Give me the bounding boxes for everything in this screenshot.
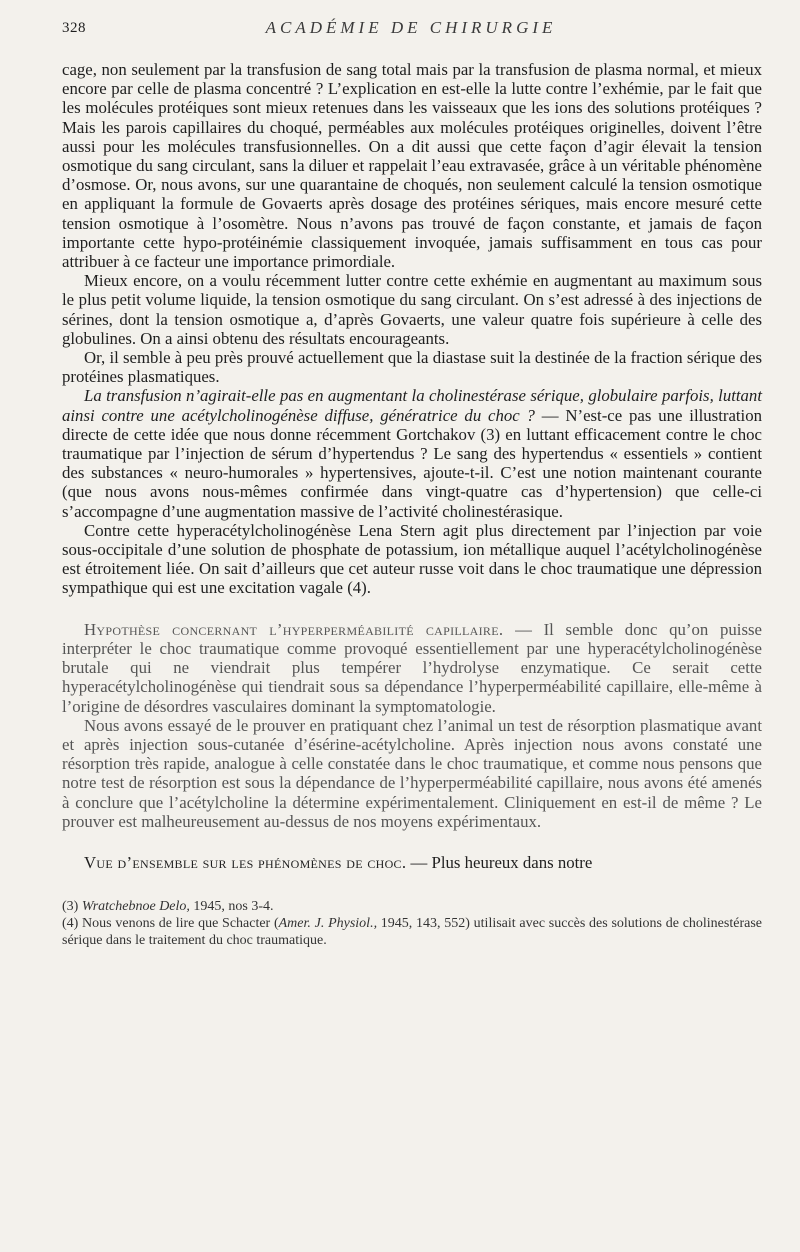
paragraph-text: — N’est-ce pas une illustration directe de cette idée que nous donne récemment Gortchakov (3) en luttant efficacement contre le choc traumatique par l’injection de sérum d’hypertendus ? Le sang des hypertendus « essentiels » contient des substances « neuro-humorales » hypertensives, ajoute-t-il. C’est une notion maintenant courante (que nous avons nous-mêmes confirmée dans vingt-quatre cas d’hypertension) que celle-ci s’accompagne d’une augmentation massive de l’activité cholinestérasique.	[62, 405, 763, 521]
page-number: 328	[62, 20, 86, 36]
paragraph: cage, non seulement par la transfusion de sang total mais par la transfusion de plasma normal, et mieux encore par celle de plasma concentré ? L’explication en est-elle la lutte contre l’exhémie, par le fait que les molécules protéiques sont mieux retenues dans les vaisseaux que les ions des solutions protéiques ? Mais les parois capillaires du choqué, perméables aux molécules protéiques originelles, doivent l’être aussi pour les molécules transfusionnelles. On a dit aussi que cette façon d’agir élevait la tension osmotique du sang circulant, sans la diluer et rappelait l’eau extravasée, grâce à un véritable phénomène d’osmose. Or, nous avons, sur une quarantaine de choqués, non seulement calculé la tension osmotique en appliquant la formule de Govaerts après dosage des protéines sériques, mais encore mesuré cette tension osmotique à l’osomètre. Nous n’avons pas trouvé de façon constante, et jamais de façon importante cette hypo-protéinémie classiquement invoquée, jamais suffisamment en tous cas pour attribuer à ce facteur une importance primordiale.	[62, 60, 762, 272]
footnote-text: 1945, 143, 552) utilisait avec succès des solutions de cholinestérase sérique dans le traitement du choc traumatique.	[62, 916, 762, 949]
footnote-text: 1945, nos 3-4.	[189, 899, 274, 915]
paragraph: Or, il semble à peu près prouvé actuellement que la diastase suit la destinée de la fraction sérique des protéines plasmatiques.	[62, 348, 762, 387]
footnote-3	[62, 898, 762, 915]
running-title: ACADÉMIE DE CHIRURGIE	[265, 18, 557, 37]
journal-title: Amer. J. Physiol.,	[278, 916, 378, 932]
body-text	[62, 60, 762, 949]
footnote-number: (4)	[62, 916, 79, 932]
paragraph	[62, 386, 762, 520]
footnote-4	[62, 915, 762, 949]
section-hypothese	[62, 620, 762, 716]
page-header	[62, 18, 760, 42]
section-vue-ensemble	[62, 853, 762, 872]
footnote-text: Nous venons de lire que Schacter (	[78, 916, 279, 932]
paragraph: Contre cette hyperacétylcholinogénèse Lena Stern agit plus directement par l’injection par voie sous-occipitale d’une solution de phosphate de potassium, ion métallique auquel l’acétylcholinogénèse est étroitement liée. On sait d’ailleurs que cet auteur russe voit dans le choc traumatique une dépression sympathique qui est une excitation vagale (4).	[62, 520, 762, 598]
journal-title: Wratchebnoe Delo,	[81, 899, 190, 915]
section-text: — Plus heureux dans notre	[406, 852, 593, 872]
section-heading: Vue d’ensemble sur les phénomènes de choc.	[84, 852, 407, 872]
section-heading: Hypothèse concernant l’hyperperméabilité capillaire.	[84, 619, 504, 639]
footnote-number: (3)	[62, 899, 79, 915]
footnotes	[62, 898, 762, 949]
paragraph: Mieux encore, on a voulu récemment lutter contre cette exhémie en augmentant au maximum sous le plus petit volume liquide, la tension osmotique du sang circulant. On s’est adressé à des injections de sérines, dont la tension osmotique a, d’après Govaerts, une valeur quatre fois supérieure à celle des globulines. On a ainsi obtenu des résultats encourageants.	[62, 271, 762, 348]
section-text: — Il semble donc qu’on puisse interpréter le choc traumatique comme provoqué essentiellement par une hyperacétylcholinogénèse brutale qui ne viendrait plus tempérer l’hydrolyse enzymatique. Ce serait cette hyperacétylcholinogénèse qui tiendrait sous sa dépendance l’hyperperméabilité capillaire, elle-même à l’origine de désordres vasculaires dominant la symptomatologie.	[62, 619, 762, 716]
paragraph: Nous avons essayé de le prouver en pratiquant chez l’animal un test de résorption plasmatique avant et après injection sous-cutanée d’ésérine-acétylcholine. Après injection nous avons constaté une résorption très rapide, analogue à celle constatée dans le choc traumatique, et comme nous pensons que notre test de résorption est sous la dépendance de l’hyperperméabilité capillaire, nous avons été amenés à conclure que l’acétylcholine la détermine expérimentalement. Cliniquement en est-il de même ? Le prouver est malheureusement au-dessus de nos moyens expérimentaux.	[62, 715, 762, 831]
italic-question: La transfusion n’agirait-elle pas en augmentant la cholinestérase sérique, globulaire parfois, luttant ainsi contre une acétylcholinogénèse diffuse, génératrice du choc ?	[62, 386, 762, 425]
